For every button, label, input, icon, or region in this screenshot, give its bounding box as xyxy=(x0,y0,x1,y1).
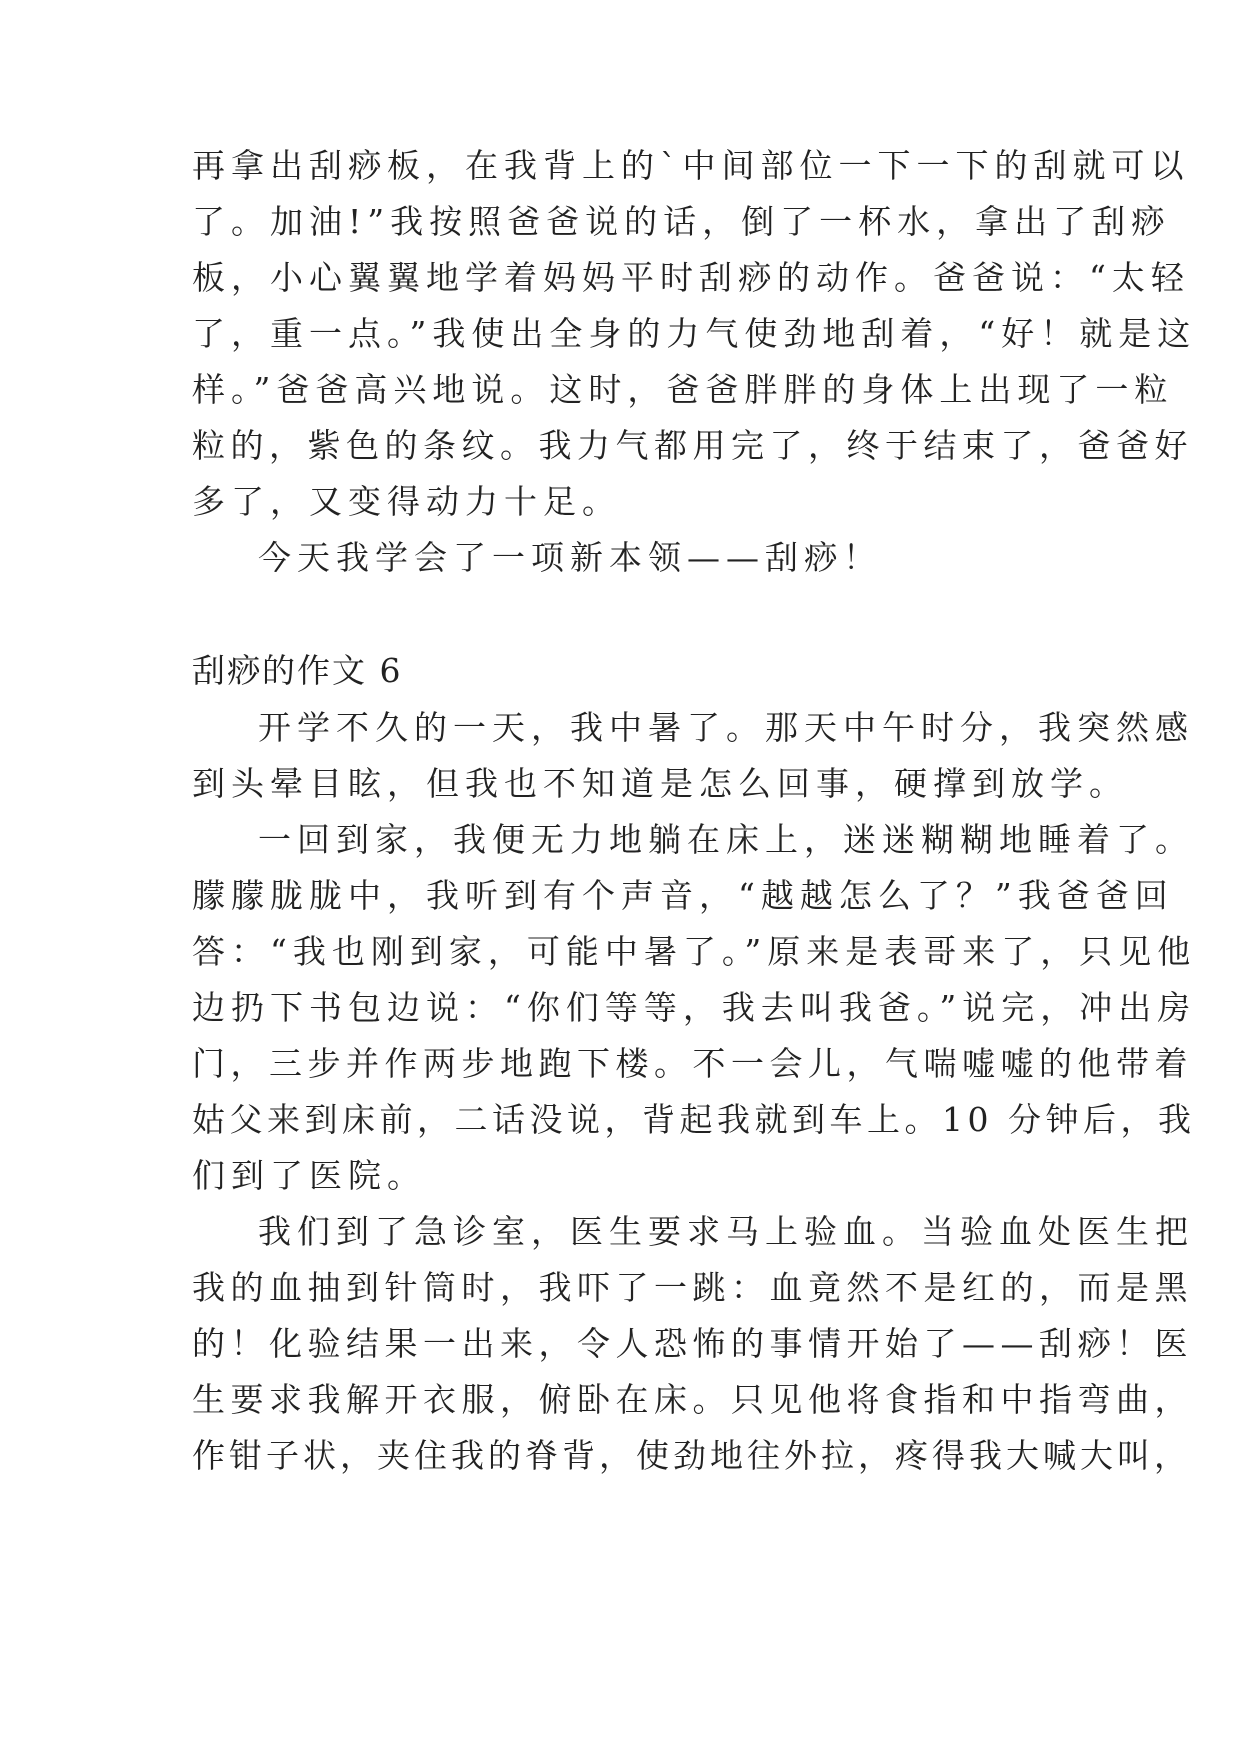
text-line: 我们到了急诊室，医生要求马上验血。当验血处医生把 xyxy=(258,1212,1194,1251)
text-line: 生要求我解开衣服，俯卧在床。只见他将食指和中指弯曲， xyxy=(192,1380,1193,1419)
text-line: 粒的，紫色的条纹。我力气都用完了，终于结束了，爸爸好 xyxy=(192,426,1193,465)
text-line: 作钳子状，夹住我的脊背，使劲地往外拉，疼得我大喊大叫， xyxy=(192,1436,1191,1475)
text-line: 的！化验结果一出来，令人恐怖的事情开始了——刮痧！医 xyxy=(192,1324,1193,1363)
text-line: 到头晕目眩，但我也不知道是怎么回事，硬撑到放学。 xyxy=(192,764,1128,803)
text-line: 再拿出刮痧板，在我背上的`中间部位一下一下的刮就可以 xyxy=(192,146,1190,185)
text-line: 一回到家，我便无力地躺在床上，迷迷糊糊地睡着了。 xyxy=(258,820,1194,859)
section-title: 刮痧的作文 6 xyxy=(192,651,403,690)
text-line: 开学不久的一天，我中暑了。那天中午时分，我突然感 xyxy=(258,708,1194,747)
text-line: 今天我学会了一项新本领——刮痧！ xyxy=(258,538,882,577)
text-line: 答：“我也刚到家，可能中暑了。”原来是表哥来了，只见他 xyxy=(192,932,1197,971)
text-line: 边扔下书包边说：“你们等等，我去叫我爸。”说完，冲出房 xyxy=(192,988,1197,1027)
text-line: 样。”爸爸高兴地说。这时，爸爸胖胖的身体上出现了一粒 xyxy=(192,370,1174,409)
text-line: 多了，又变得动力十足。 xyxy=(192,482,621,521)
text-line: 门，三步并作两步地跑下楼。不一会儿，气喘嘘嘘的他带着 xyxy=(192,1044,1193,1083)
text-line: 姑父来到床前，二话没说，背起我就到车上。10 分钟后，我 xyxy=(192,1100,1196,1139)
text-line: 了。加油!”我按照爸爸说的话，倒了一杯水，拿出了刮痧 xyxy=(192,202,1171,241)
text-line: 我的血抽到针筒时，我吓了一跳：血竟然不是红的，而是黑 xyxy=(192,1268,1193,1307)
text-line: 了，重一点。”我使出全身的力气使劲地刮着，“好！就是这 xyxy=(192,314,1197,353)
text-line: 朦朦胧胧中，我听到有个声音，“越越怎么了？”我爸爸回 xyxy=(192,876,1174,915)
text-line: 板，小心翼翼地学着妈妈平时刮痧的动作。爸爸说：“太轻 xyxy=(192,258,1190,297)
text-line: 们到了医院。 xyxy=(192,1156,426,1195)
